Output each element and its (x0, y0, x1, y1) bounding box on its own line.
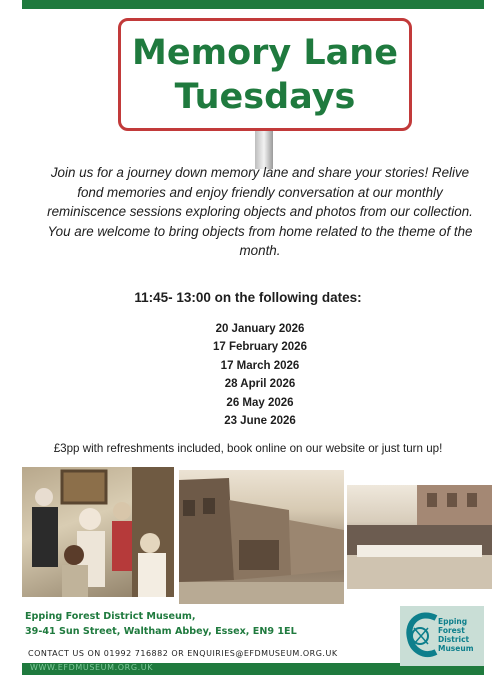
contact-info: CONTACT US ON 01992 716882 OR ENQUIRIES@EFDMUSEUM.ORG.UK (28, 649, 338, 658)
title-line-1: Memory Lane (132, 33, 398, 73)
intro-paragraph-2: You are welcome to bring objects from home related to the theme of the month. (47, 223, 473, 259)
group-gathering-photo (347, 485, 492, 589)
time-heading: 11:45- 13:00 on the following dates: (134, 290, 362, 305)
top-green-bar (22, 0, 484, 9)
museum-address: 39-41 Sun Street, Waltham Abbey, Essex, EN9 1EL (25, 626, 297, 637)
date-item: 28 April 2026 (224, 378, 296, 391)
date-item: 17 February 2026 (213, 341, 307, 354)
historic-street-photo (179, 470, 344, 604)
intro-paragraph-1: Join us for a journey down memory lane and share your stories! Relive fond memories and enjoy friendly conversation at our monthly reminiscence sessions exploring objects and photos from our collection. (47, 165, 473, 220)
museum-display-photo (22, 467, 174, 597)
museum-name: Epping Forest District Museum, (25, 611, 196, 622)
museum-address-block (25, 609, 297, 639)
title-line-2: Tuesdays (174, 77, 356, 117)
intro-text (40, 163, 480, 261)
logo-emblem-icon (402, 606, 442, 666)
museum-logo (400, 606, 484, 666)
date-item: 23 June 2026 (224, 415, 296, 428)
dates-list (0, 320, 496, 430)
price-info: £3pp with refreshments included, book online on our website or just turn up! (53, 442, 443, 455)
date-item: 26 May 2026 (226, 396, 294, 409)
website-link[interactable]: WWW.EFDMUSEUM.ORG.UK (30, 663, 154, 672)
date-item: 20 January 2026 (215, 323, 305, 335)
title-sign (118, 18, 412, 131)
date-item: 17 March 2026 (220, 359, 300, 372)
logo-text: Epping Forest District Museum (438, 617, 474, 653)
